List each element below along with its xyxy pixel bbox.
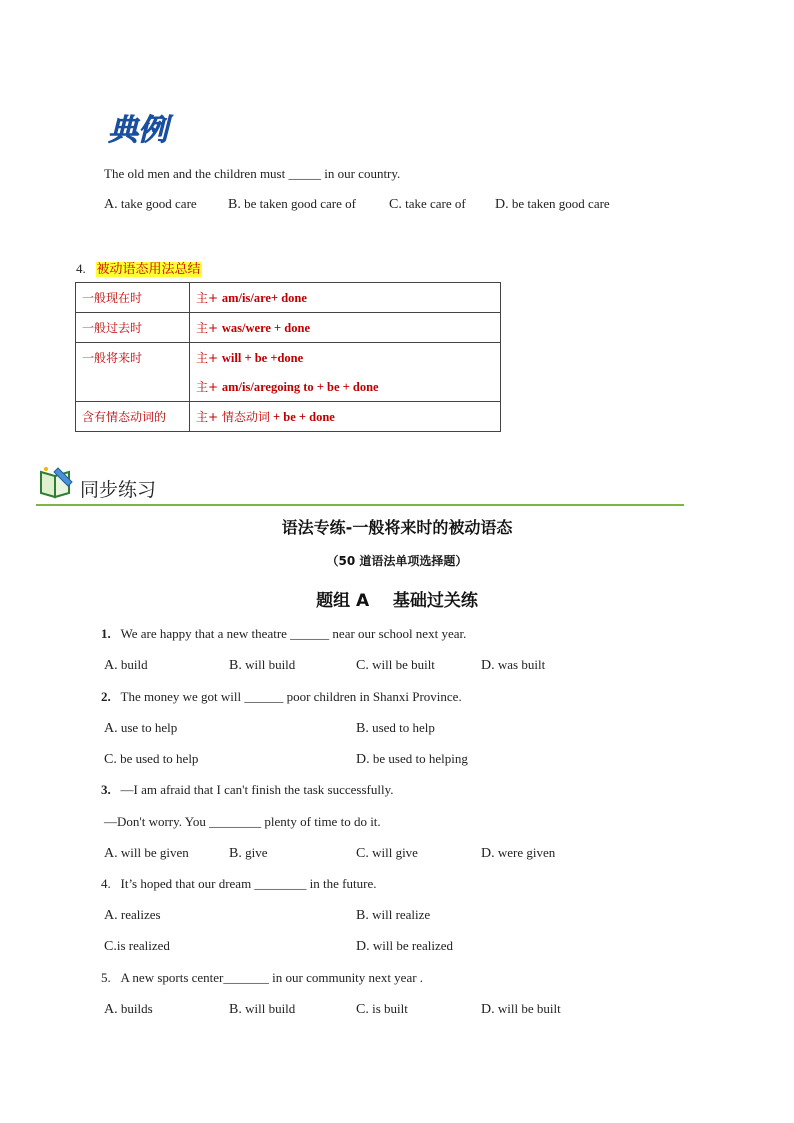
example-option-b[interactable]: B. be taken good care of bbox=[228, 196, 356, 212]
q3-option-c[interactable]: C. will give bbox=[356, 845, 418, 861]
q4-option-a[interactable]: A. realizes bbox=[104, 907, 161, 923]
q3-option-a[interactable]: A. will be given bbox=[104, 845, 189, 861]
example-option-d[interactable]: D. be taken good care bbox=[495, 196, 610, 212]
summary-number: 4. bbox=[76, 261, 86, 276]
question-4: 4. It’s hoped that our dream ________ in the future. bbox=[101, 876, 377, 891]
q4-option-d[interactable]: D. will be realized bbox=[356, 938, 454, 954]
tense-cell: 一般现在时 bbox=[76, 283, 190, 313]
question-3-reply: —Don't worry. You ________ plenty of time to do it. bbox=[104, 814, 381, 829]
question-3: 3. —I am afraid that I can't finish the task successfully. bbox=[101, 782, 394, 797]
q5-option-c[interactable]: C. is built bbox=[356, 1001, 408, 1017]
table-row bbox=[76, 343, 501, 402]
q5-option-d[interactable]: D. will be built bbox=[481, 1001, 561, 1017]
summary-title: 被动语态用法总结 bbox=[96, 262, 201, 277]
question-1: 1. We are happy that a new theatre ______ near our school next year. bbox=[101, 626, 467, 641]
q1-option-a[interactable]: A. build bbox=[104, 657, 148, 673]
example-option-c[interactable]: C. take care of bbox=[389, 196, 466, 212]
exercise-subtitle: （50 道语法单项选择题） bbox=[326, 554, 468, 568]
question-2: 2. The money we got will ______ poor children in Shanxi Province. bbox=[101, 689, 462, 704]
q4-option-b[interactable]: B. will realize bbox=[356, 907, 431, 923]
table-row bbox=[76, 402, 501, 432]
exercise-group-title: 题组 A 基础过关练 bbox=[316, 591, 478, 611]
example-stem: The old men and the children must _____ in our country. bbox=[104, 166, 401, 181]
structure-cell: 主+ was/were + done bbox=[190, 313, 501, 343]
tense-cell: 一般过去时 bbox=[76, 313, 190, 343]
exercise-title: 语法专练-一般将来时的被动语态 bbox=[281, 518, 513, 537]
summary-heading bbox=[76, 258, 202, 277]
summary-table bbox=[75, 282, 501, 432]
q5-option-a[interactable]: A. builds bbox=[104, 1001, 153, 1017]
structure-cell: 主+ am/is/are+ done bbox=[190, 283, 501, 313]
table-row bbox=[76, 313, 501, 343]
q2-option-d[interactable]: D. be used to helping bbox=[356, 751, 468, 767]
tense-cell: 含有情态动词的 bbox=[76, 402, 190, 432]
q3-option-d[interactable]: D. were given bbox=[481, 845, 556, 861]
q1-option-d[interactable]: D. was built bbox=[481, 657, 546, 673]
section-title: 同步练习 bbox=[80, 479, 157, 501]
question-5: 5. A new sports center_______ in our community next year . bbox=[101, 970, 424, 985]
structure-cell: 主+ 情态动词 + be + done bbox=[190, 402, 501, 432]
table-row bbox=[76, 283, 501, 313]
example-option-a[interactable]: A. take good care bbox=[104, 196, 197, 212]
q2-option-c[interactable]: C. be used to help bbox=[104, 751, 199, 767]
q1-option-c[interactable]: C. will be built bbox=[356, 657, 435, 673]
book-icon bbox=[38, 464, 76, 500]
q2-option-b[interactable]: B. used to help bbox=[356, 720, 435, 736]
tense-cell: 一般将来时 bbox=[76, 343, 190, 402]
q4-option-c[interactable]: C.is realized bbox=[104, 938, 170, 954]
section-divider bbox=[36, 504, 684, 506]
q1-option-b[interactable]: B. will build bbox=[229, 657, 296, 673]
example-logo bbox=[108, 108, 184, 148]
q5-option-b[interactable]: B. will build bbox=[229, 1001, 296, 1017]
q3-option-b[interactable]: B. give bbox=[229, 845, 268, 861]
example-logo-text: 典例 bbox=[108, 113, 168, 148]
structure-cell: 主+ will + be +done 主+ am/is/aregoing to + be + done bbox=[190, 343, 501, 402]
q2-option-a[interactable]: A. use to help bbox=[104, 720, 178, 736]
